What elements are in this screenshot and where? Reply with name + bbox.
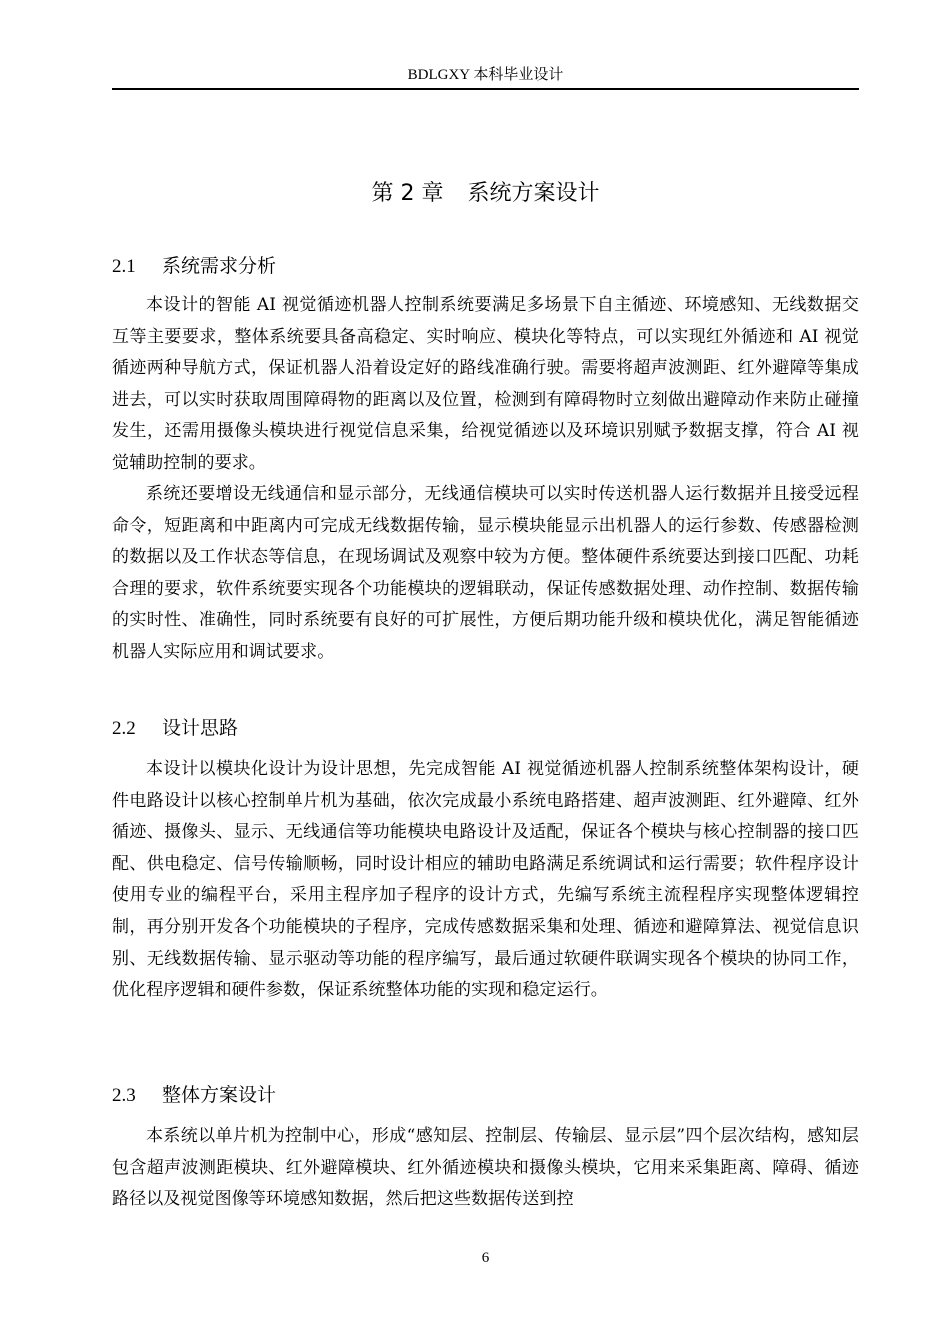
chapter-title (112, 178, 859, 210)
paragraph: 本设计的智能 AI 视觉循迹机器人控制系统要满足多场景下自主循迹、环境感知、无线数据交互等主要要求，整体系统要具备高稳定、实时响应、模块化等特点，可以实现红外循迹和 AI 视觉循迹两种导航方式，保证机器人沿着设定好的路线准确行驶。需要将超声波测距、红外避障等集成进去，可以实时获取周围障碍物的距离以及位置，检测到有障碍物时立刻做出避障动作来防止碰撞发生，还需用摄像头模块进行视觉信息采集，给视觉循迹以及环境识别赋予数据支撑，符合 AI 视觉辅助控制的要求。 (112, 295, 859, 473)
section-heading-2-2 (112, 714, 859, 743)
paragraph: 本设计以模块化设计为设计思想，先完成智能 AI 视觉循迹机器人控制系统整体架构设计，硬件电路设计以核心控制单片机为基础，依次完成最小系统电路搭建、超声波测距、红外避障、红外循迹、摄像头、显示、无线通信等功能模块电路设计及适配，保证各个模块与核心控制器的接口匹配、供电稳定、信号传输顺畅，同时设计相应的辅助电路满足系统调试和运行需要；软件程序设计使用专业的编程平台，采用主程序加子程序的设计方式，先编写系统主流程程序实现整体逻辑控制，再分别开发各个功能模块的子程序，完成传感数据采集和处理、循迹和避障算法、视觉信息识别、无线数据传输、显示驱动等功能的程序编写，最后通过软硬件联调实现各个模块的协同工作，优化程序逻辑和硬件参数，保证系统整体功能的实现和稳定运行。 (112, 759, 859, 1001)
chapter-number: 第 2 章 (371, 181, 444, 206)
paragraph: 系统还要增设无线通信和显示部分，无线通信模块可以实时传送机器人运行数据并且接受远程命令，短距离和中距离内可完成无线数据传输，显示模块能显示出机器人的运行参数、传感器检测的数据以及工作状态等信息，在现场调试及观察中较为方便。整体硬件系统要达到接口匹配、功耗合理的要求，软件系统要实现各个功能模块的逻辑联动，保证传感数据处理、动作控制、数据传输的实时性、准确性，同时系统要有良好的可扩展性，方便后期功能升级和模块优化，满足智能循迹机器人实际应用和调试要求。 (112, 484, 859, 662)
section-heading-2-1 (112, 252, 859, 281)
header-rule (112, 88, 859, 90)
section-number: 2.3 (112, 1085, 136, 1106)
section-heading-2-3 (112, 1081, 859, 1110)
section-number: 2.1 (112, 256, 136, 277)
section-title: 设计思路 (162, 717, 239, 739)
chapter-name: 系统方案设计 (467, 181, 600, 206)
paragraph: 本系统以单片机为控制中心，形成“感知层、控制层、传输层、显示层”四个层次结构，感知层包含超声波测距模块、红外避障模块、红外循迹模块和摄像头模块，它用来采集距离、障碍、循迹路径以及视觉图像等环境感知数据，然后把这些数据传送到控 (112, 1126, 859, 1210)
section-title: 系统需求分析 (162, 255, 277, 277)
section-title: 整体方案设计 (162, 1084, 277, 1106)
page-number: 6 (481, 1250, 490, 1266)
section-number: 2.2 (112, 718, 136, 739)
running-header: BDLGXY 本科毕业设计 (407, 67, 564, 83)
